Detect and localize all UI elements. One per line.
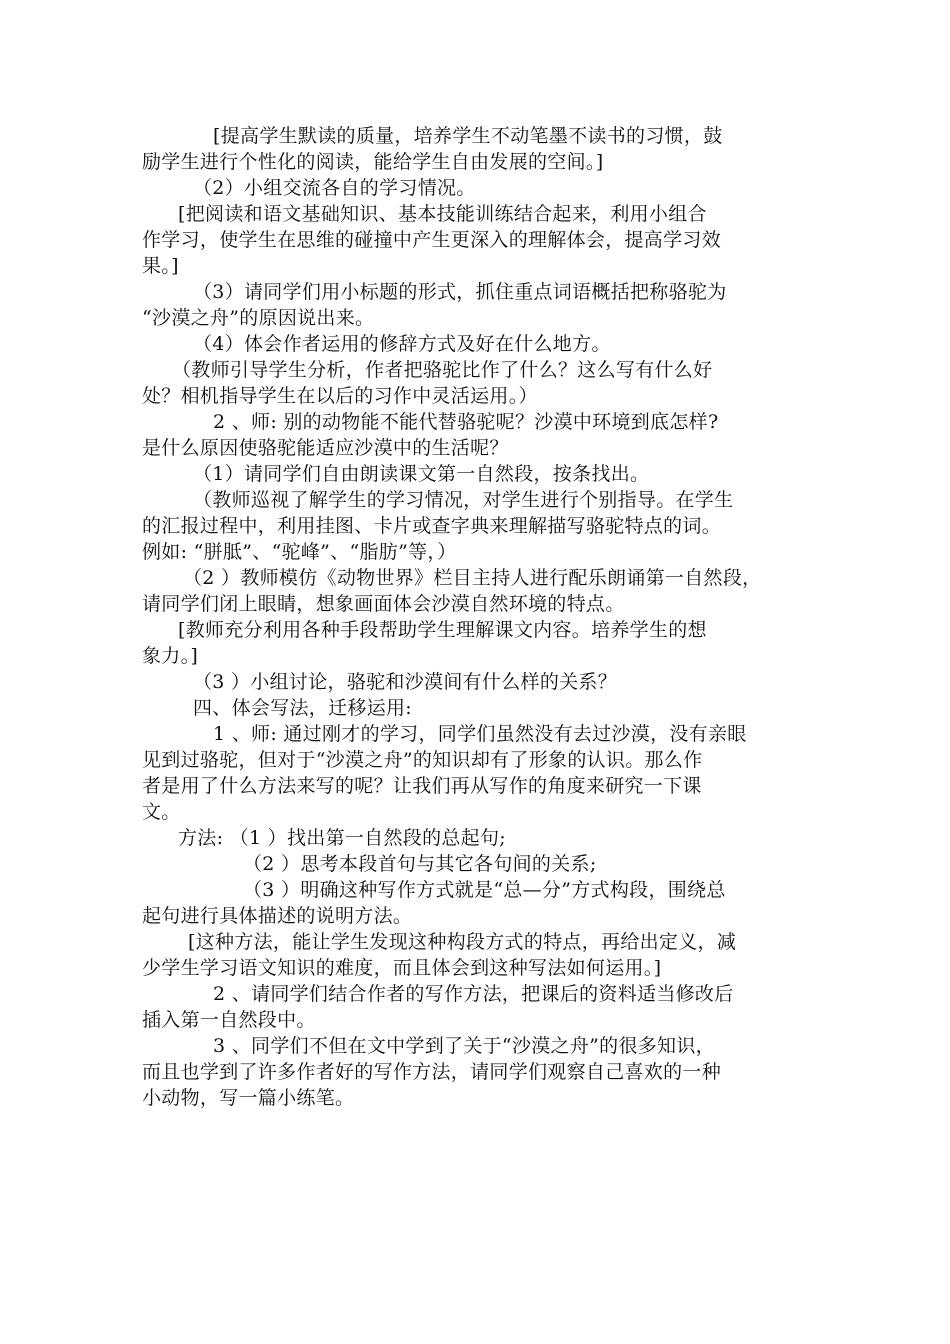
text-line: 是什么原因使骆驼能适应沙漠中的生活呢？	[142, 437, 509, 459]
text-line: [提高学生默读的质量，培养学生不动笔墨不读书的习惯，鼓	[213, 125, 723, 147]
text-line: 果。]	[142, 255, 179, 277]
text-line: （1）请同学们自由朗读课文第一自然段，按条找出。	[193, 463, 650, 485]
text-line: 而且也学到了许多作者好的写作方法，请同学们观察自己喜欢的一种	[142, 1061, 722, 1083]
text-line: 象力。]	[142, 645, 199, 667]
text-line: 者是用了什么方法来写的呢？让我们再从写作的角度来研究一下课	[142, 775, 702, 797]
text-line: [教师充分利用各种手段帮助学生理解课文内容。培养学生的想	[178, 619, 707, 641]
text-line: （3 ）明确这种写作方式就是“总—分”方式构段，围绕总	[243, 879, 726, 901]
text-line: 四、体会写法，迁移运用:	[193, 697, 413, 719]
text-line: 3 、同学们不但在文中学到了关于“沙漠之舟”的很多知识，	[213, 1035, 715, 1057]
text-line: 少学生学习语文知识的难度，而且体会到这种写法如何运用。]	[142, 957, 662, 979]
text-line: 处？相机指导学生在以后的习作中灵活运用。）	[142, 385, 538, 407]
text-line: 作学习，使学生在思维的碰撞中产生更深入的理解体会，提高学习效	[142, 229, 722, 251]
text-line: 小动物，写一篇小练笔。	[142, 1087, 355, 1109]
text-line: （3）请同学们用小标题的形式，抓住重点词语概括把称骆驼为	[193, 281, 727, 303]
text-line: 起句进行具体描述的说明方法。	[142, 905, 413, 927]
text-line: 例如: “胼胝”、“驼峰”、“脂肪”等，）	[142, 541, 457, 563]
text-line: 方法: （1 ）找出第一自然段的总起句;	[178, 827, 506, 849]
text-line: [把阅读和语文基础知识、基本技能训练结合起来，利用小组合	[178, 203, 707, 225]
text-line: “沙漠之舟”的原因说出来。	[142, 307, 375, 329]
text-line: （2 ）思考本段首句与其它各句间的关系;	[243, 853, 597, 875]
text-line: 请同学们闭上眼睛，想象画面体会沙漠自然环境的特点。	[142, 593, 625, 615]
text-line: （3 ）小组讨论，骆驼和沙漠间有什么样的关系？	[193, 671, 618, 693]
text-line: （4）体会作者运用的修辞方式及好在什么地方。	[193, 333, 611, 355]
text-line: 2 、请同学们结合作者的写作方法，把课后的资料适当修改后	[213, 983, 734, 1005]
text-line: 文。	[142, 801, 181, 823]
text-line: 见到过骆驼，但对于“沙漠之舟”的知识却有了形象的认识。那么作	[142, 749, 703, 771]
text-line: 插入第一自然段中。	[142, 1009, 316, 1031]
text-line: 的汇报过程中，利用挂图、卡片或查字典来理解描写骆驼特点的词。	[142, 515, 722, 537]
text-line: 励学生进行个性化的阅读，能给学生自由发展的空间。]	[142, 151, 604, 173]
text-line: （2）小组交流各自的学习情况。	[193, 177, 476, 199]
text-line: 2 、师: 别的动物能不能代替骆驼呢？沙漠中环境到底怎样?	[213, 411, 719, 433]
text-line: 1 、师: 通过刚才的学习，同学们虽然没有去过沙漠，没有亲眼	[213, 723, 747, 745]
text-line: （2 ）教师模仿《动物世界》栏目主持人进行配乐朗诵第一自然段，	[183, 567, 762, 589]
text-line: （教师引导学生分析，作者把骆驼比作了什么？这么写有什么好	[172, 359, 713, 381]
text-line: （教师巡视了解学生的学习情况，对学生进行个别指导。在学生	[193, 489, 734, 511]
text-line: [这种方法，能让学生发现这种构段方式的特点，再给出定义，减	[188, 931, 737, 953]
